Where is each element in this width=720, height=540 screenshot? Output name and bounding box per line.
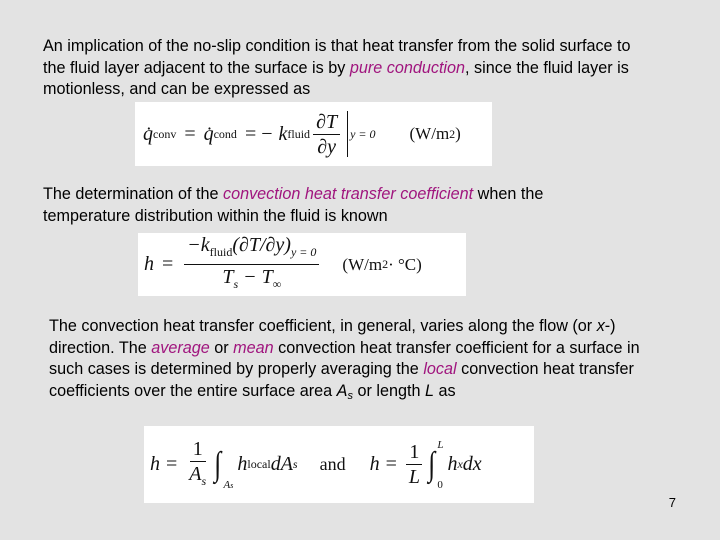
integral-sign-2: ∫: [428, 445, 436, 483]
paragraph-determination: The determination of the convection heat transfer coefficient when the temperature distribution within the fluid is known: [43, 185, 544, 225]
page-number: 7: [668, 495, 676, 510]
equation-average-coefficient: h = $\frac{1}{A_s}$ ∫ As h local dA s and h = $\frac{1}{L}$ ∫ L 0 h x dx: [144, 426, 534, 503]
highlight-average: average: [151, 338, 210, 357]
highlight-pure-conduction: pure conduction: [349, 58, 466, 77]
integral-sign: ∫: [214, 445, 222, 483]
evaluation-bar: [347, 111, 348, 157]
fraction-dT-dy: $\frac{\partial T}{\partial y}$: [313, 111, 340, 158]
fraction-h-definition: $\frac{-k_{fluid}(\partial T/\partial y)_{y = 0}}{T_s - T_\infty}$: [184, 234, 319, 295]
paragraph-no-slip: An implication of the no-slip condition is that heat transfer from the solid surface to the fluid layer adjacent to the surface is by pure conduction, since the fluid layer is motionless, and can be expressed as: [43, 37, 631, 98]
highlight-local: local: [423, 360, 457, 378]
fraction-one-over-As: $\frac{1}{A_s}$: [189, 437, 207, 488]
equation-convection-coefficient: h = $\frac{-k_{fluid}(\partial T/\partial y)_{y = 0}}{T_s - T_\infty}$ (W/m 2 · °C): [138, 233, 466, 296]
fraction-one-over-L: $\frac{1}{L}$: [406, 441, 423, 488]
paragraph-average-coefficient: The convection heat transfer coefficient, in general, varies along the flow (or x-) direction. The average or mean convection heat transfer coefficient for a surface in such cases is determined by properly averaging the local convection heat transfer coefficients over the entire surface area $A_s$ or length L as: [49, 317, 640, 402]
equation-conduction-heat-flux: q̇ conv = q̇ cond = − k fluid $\frac{\partial T}{\partial y}$ y = 0 (W/m 2 ): [135, 102, 492, 166]
highlight-convection-coefficient: convection heat transfer coefficient: [222, 185, 474, 203]
highlight-mean: mean: [233, 338, 274, 357]
